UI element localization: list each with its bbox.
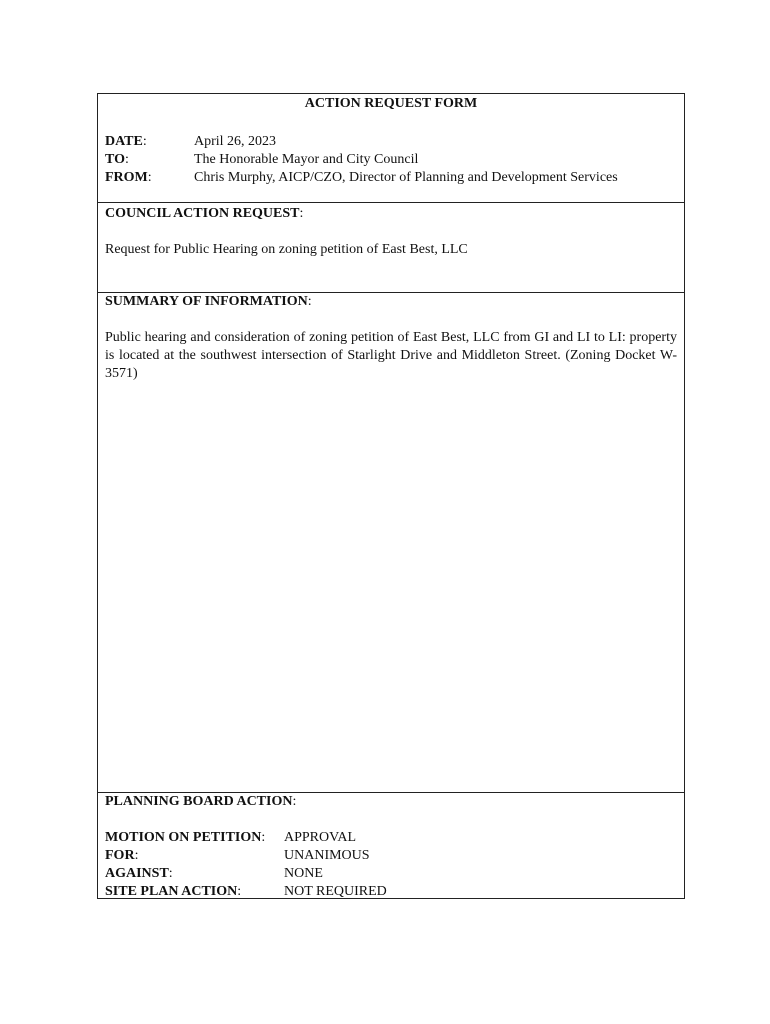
header-row-date: DATE: April 26, 2023: [105, 134, 277, 149]
summary-section: SUMMARY OF INFORMATION: Public hearing and consideration of zoning petition of East Best, LLC from GI and LI to LI: property is located at the southwest intersection of Starlight Drive and Middleton Street. (Zoning Docket W-3571): [98, 293, 684, 793]
against-value: NONE: [284, 866, 323, 881]
motion-label: MOTION ON PETITION: [105, 830, 262, 845]
council-action-title: COUNCIL ACTION REQUEST: [105, 206, 300, 221]
site-plan-label: SITE PLAN ACTION: [105, 884, 238, 899]
council-action-section: COUNCIL ACTION REQUEST: Request for Public Hearing on zoning petition of East Best, LLC: [98, 203, 684, 293]
council-action-text: Request for Public Hearing on zoning petition of East Best, LLC: [105, 242, 468, 257]
pb-row-for: FOR: UNANIMOUS: [105, 848, 370, 863]
pb-row-against: AGAINST: NONE: [105, 866, 323, 881]
for-value: UNANIMOUS: [284, 848, 370, 863]
planning-board-fields: [105, 829, 677, 901]
pb-row-site-plan: SITE PLAN ACTION: NOT REQUIRED: [105, 884, 387, 899]
planning-board-title: PLANNING BOARD ACTION: [105, 794, 293, 809]
to-value: The Honorable Mayor and City Council: [194, 152, 419, 167]
from-label: FROM: [105, 170, 148, 185]
to-label: TO: [105, 152, 125, 167]
form-title: ACTION REQUEST FORM: [304, 96, 478, 111]
from-value: Chris Murphy, AICP/CZO, Director of Planning and Development Services: [194, 170, 618, 185]
header-row-to: TO: The Honorable Mayor and City Council: [105, 152, 419, 167]
date-label: DATE: [105, 134, 143, 149]
form-header-section: [98, 94, 684, 203]
header-row-from: FROM: Chris Murphy, AICP/CZO, Director of Planning and Development Services: [105, 170, 618, 185]
motion-value: APPROVAL: [284, 830, 357, 845]
against-label: AGAINST: [105, 866, 169, 881]
site-plan-value: NOT REQUIRED: [284, 884, 387, 899]
action-request-form: [97, 93, 685, 899]
summary-text: Public hearing and consideration of zoning petition of East Best, LLC from GI and LI to LI: property is located at the southwest intersection of Starlight Drive and Middleton Street. (Zoning Docket W-3571): [105, 330, 677, 381]
pb-row-motion: MOTION ON PETITION: APPROVAL: [105, 830, 357, 845]
planning-board-section: PLANNING BOARD ACTION: MOTION ON PETITION: APPROVAL FOR: UNANIMOUS AGAINST: NONE SITE PLAN ACTION: NOT REQUIRED: [98, 793, 684, 898]
for-label: FOR: [105, 848, 135, 863]
summary-title: SUMMARY OF INFORMATION: [105, 294, 308, 309]
date-value: April 26, 2023: [194, 134, 277, 149]
header-fields: [105, 115, 677, 187]
